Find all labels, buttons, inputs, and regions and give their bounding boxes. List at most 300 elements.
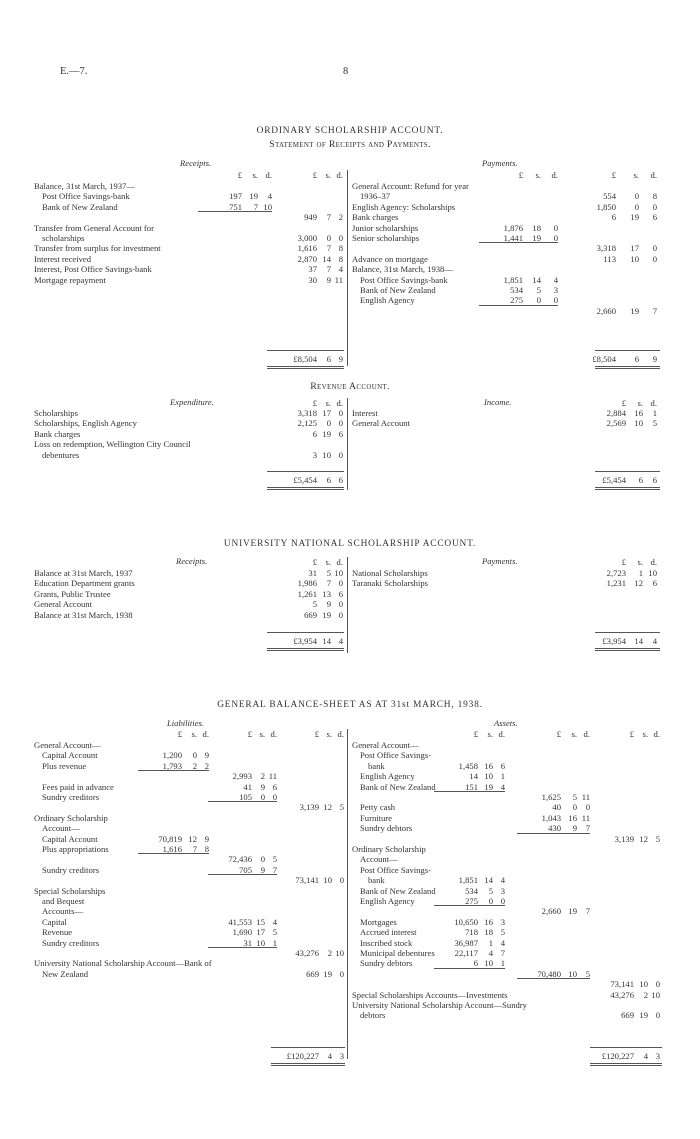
amount-a-pence: 6 bbox=[500, 760, 505, 771]
amount-c-shillings: 10 bbox=[323, 875, 332, 886]
amount-a-shillings: 4 bbox=[488, 948, 493, 958]
amount-a-pence: 3 bbox=[500, 885, 505, 896]
ledger-label: Special Scholarships Accounts—Investments bbox=[352, 989, 508, 1000]
ledger-label: Scholarships, English Agency bbox=[34, 418, 137, 429]
amount-b-shillings: 0 bbox=[260, 854, 265, 865]
amount-a-pounds: 10,650 bbox=[454, 916, 478, 927]
total-shillings: 6 bbox=[326, 354, 331, 364]
amount-b-pence: 0 bbox=[338, 418, 343, 429]
amount-c-shillings: 19 bbox=[323, 968, 332, 979]
subtotal-rule bbox=[208, 947, 277, 948]
amount-b-pounds: 430 bbox=[548, 823, 561, 834]
total-pounds: £3,954 bbox=[293, 636, 317, 646]
total-pounds: £5,454 bbox=[293, 475, 317, 485]
subtotal-rule bbox=[479, 242, 558, 243]
col-head-pounds: £ bbox=[473, 729, 478, 739]
total-shillings: 6 bbox=[326, 475, 331, 485]
total-rule-top bbox=[595, 471, 660, 472]
col-head-pounds: £ bbox=[312, 170, 317, 180]
ledger-label: Furniture bbox=[360, 812, 392, 823]
amount-a-pounds: 22,117 bbox=[454, 948, 478, 958]
amount-b-pounds: 669 bbox=[304, 609, 317, 620]
col-head-pounds: £ bbox=[518, 170, 523, 180]
total-pence: 3 bbox=[655, 1051, 660, 1061]
ledger-label: Junior scholarships bbox=[352, 222, 419, 233]
subtotal-rule bbox=[434, 905, 505, 906]
total-rule-top bbox=[271, 1047, 345, 1048]
amount-a-pounds: 751 bbox=[229, 201, 242, 212]
col-head-pence: d. bbox=[336, 398, 343, 408]
ledger-label: Municipal debentures bbox=[360, 948, 435, 958]
col-head-shillings: s. bbox=[325, 170, 331, 180]
amount-a-shillings: 14 bbox=[484, 875, 493, 886]
col-head-pounds: £ bbox=[629, 729, 634, 739]
amount-a-pounds: 70,819 bbox=[158, 833, 182, 844]
university-title: UNIVERSITY NATIONAL SCHOLARSHIP ACCOUNT. bbox=[223, 539, 477, 549]
amount-a-shillings: 19 bbox=[532, 233, 541, 243]
amount-b-pence: 8 bbox=[652, 191, 657, 202]
amount-a-pounds: 1,458 bbox=[458, 760, 478, 771]
balance-divider bbox=[347, 729, 348, 1059]
amount-b-pence: 0 bbox=[338, 408, 343, 418]
amount-a-pounds: 275 bbox=[465, 896, 478, 906]
amount-b-pounds: 1,616 bbox=[297, 243, 317, 254]
col-head-pounds: £ bbox=[621, 557, 626, 567]
amount-a-pence: 0 bbox=[553, 233, 558, 243]
amount-b-pence: 0 bbox=[338, 449, 343, 460]
ledger-label: Capital Account bbox=[42, 750, 98, 761]
ledger-label: Inscribed stock bbox=[360, 937, 413, 948]
total-shillings: 6 bbox=[634, 354, 639, 364]
amount-b-pence: 0 bbox=[338, 233, 343, 243]
col-head-pence: d. bbox=[650, 398, 657, 408]
amount-a-pounds: 718 bbox=[465, 927, 478, 938]
amount-a-pence: 9 bbox=[204, 750, 209, 761]
amount-a-pence: 0 bbox=[553, 222, 558, 233]
total-shillings: 4 bbox=[643, 1051, 648, 1061]
university-divider bbox=[347, 557, 348, 653]
amount-a-shillings: 2 bbox=[192, 760, 197, 771]
amount-b-pounds: 2,569 bbox=[606, 418, 626, 429]
amount-b-pence: 7 bbox=[585, 906, 590, 917]
total-rule-top bbox=[590, 1047, 662, 1048]
ledger-label: Mortgage repayment bbox=[34, 274, 106, 285]
col-head-pence: d. bbox=[498, 729, 505, 739]
balance-assets-heading: Assets. bbox=[494, 718, 518, 728]
ledger-label: Balance, 31st March, 1937— bbox=[34, 181, 135, 191]
amount-a-shillings: 10 bbox=[484, 771, 493, 782]
amount-a-shillings: 12 bbox=[188, 833, 197, 844]
amount-c-shillings: 19 bbox=[639, 1010, 648, 1021]
col-head-pence: d. bbox=[583, 729, 590, 739]
amount-c-pence: 10 bbox=[335, 948, 344, 958]
amount-b-pence: 0 bbox=[652, 243, 657, 254]
total-shillings: 6 bbox=[638, 475, 643, 485]
amount-b-shillings: 10 bbox=[630, 253, 639, 264]
amount-b-pence: 0 bbox=[652, 201, 657, 212]
amount-b-pence: 6 bbox=[652, 212, 657, 223]
amount-b-pence: 0 bbox=[338, 578, 343, 589]
page-number: 8 bbox=[343, 66, 349, 77]
ledger-label: debtors bbox=[360, 1010, 386, 1021]
col-head-shillings: s. bbox=[637, 557, 643, 567]
amount-b-shillings: 1 bbox=[638, 568, 643, 578]
amount-b-shillings: 0 bbox=[326, 233, 331, 243]
amount-b-pence: 0 bbox=[338, 609, 343, 620]
ledger-label: scholarships bbox=[42, 233, 85, 243]
total-rule-top bbox=[267, 471, 344, 472]
ledger-label: Revenue bbox=[42, 927, 73, 938]
amount-b-pence: 5 bbox=[652, 418, 657, 429]
ledger-label: Transfer from surplus for investment bbox=[34, 243, 161, 254]
ordinary-payments-heading: Payments. bbox=[482, 158, 518, 168]
amount-a-pounds: 534 bbox=[465, 885, 478, 896]
col-head-shillings: s. bbox=[633, 170, 639, 180]
amount-b-pence: 11 bbox=[268, 771, 277, 782]
amount-b-shillings: 9 bbox=[260, 781, 265, 792]
amount-b-pounds: 2,125 bbox=[297, 418, 317, 429]
amount-b-shillings: 15 bbox=[256, 916, 265, 927]
ledger-label: Post Office Savings-bank bbox=[42, 191, 130, 202]
amount-b-pounds: 1,043 bbox=[541, 812, 561, 823]
amount-b-shillings: 7 bbox=[326, 243, 331, 254]
ledger-label: English Agency bbox=[360, 295, 415, 306]
ledger-label: Sundry debtors bbox=[360, 958, 413, 969]
ledger-label: Education Department grants bbox=[34, 578, 135, 589]
amount-b-shillings: 10 bbox=[568, 968, 577, 979]
total-pounds: £3,954 bbox=[602, 636, 626, 646]
amount-a-shillings: 0 bbox=[192, 750, 197, 761]
revenue-divider bbox=[347, 398, 348, 490]
ledger-label: Ordinary Scholarship bbox=[34, 812, 108, 823]
ledger-label: Interest received bbox=[34, 253, 92, 264]
amount-c-pounds: 43,276 bbox=[295, 948, 319, 958]
amount-a-shillings: 16 bbox=[484, 916, 493, 927]
ledger-label: bank bbox=[368, 760, 385, 771]
amount-a-pounds: 1,876 bbox=[503, 222, 523, 233]
amount-a-pounds: 534 bbox=[510, 285, 523, 295]
col-head-pence: d. bbox=[265, 170, 272, 180]
ledger-label: Sundry creditors bbox=[42, 937, 100, 948]
amount-b-pounds: 1,986 bbox=[297, 578, 317, 589]
col-head-pounds: £ bbox=[621, 398, 626, 408]
amount-c-pence: 5 bbox=[655, 833, 660, 844]
ledger-label: Bank of New Zealand bbox=[360, 285, 436, 295]
total-rule-bottom bbox=[267, 487, 344, 490]
amount-b-shillings: 16 bbox=[568, 812, 577, 823]
col-head-shillings: s. bbox=[259, 729, 265, 739]
amount-b-pounds: 113 bbox=[603, 253, 616, 264]
amount-c-pence: 0 bbox=[339, 875, 344, 886]
ledger-label: Balance, 31st March, 1938— bbox=[352, 264, 453, 275]
amount-b-shillings: 7 bbox=[326, 578, 331, 589]
total-rule-bottom bbox=[271, 1063, 345, 1066]
amount-a-pence: 3 bbox=[553, 285, 558, 295]
ledger-label: Fees paid in advance bbox=[42, 781, 114, 792]
total-pounds: £120,227 bbox=[601, 1051, 634, 1061]
subtotal-rule bbox=[434, 968, 505, 969]
ledger-label: English Agency bbox=[360, 771, 415, 782]
amount-a-shillings: 5 bbox=[488, 885, 493, 896]
amount-a-pence: 1 bbox=[500, 771, 505, 782]
total-rule-bottom bbox=[590, 1063, 662, 1066]
col-head-shillings: s. bbox=[252, 170, 258, 180]
ledger-label: Bank charges bbox=[352, 212, 399, 223]
ledger-label: 1936–37 bbox=[360, 191, 391, 202]
ledger-label: General Account— bbox=[352, 740, 419, 750]
amount-b-shillings: 16 bbox=[634, 408, 643, 418]
amount-b-pounds: 2,660 bbox=[596, 305, 616, 316]
total-pounds: £8,504 bbox=[293, 354, 317, 364]
amount-b-shillings: 5 bbox=[326, 568, 331, 578]
amount-b-pounds: 2,993 bbox=[232, 771, 252, 782]
ledger-label: General Account: Refund for year bbox=[352, 181, 469, 191]
col-head-pounds: £ bbox=[312, 398, 317, 408]
amount-c-pence: 0 bbox=[655, 1010, 660, 1021]
total-rule-bottom bbox=[267, 648, 344, 651]
ledger-label: Bank of New Zealand bbox=[360, 781, 436, 792]
amount-b-pence: 2 bbox=[338, 212, 343, 223]
total-pounds: £5,454 bbox=[602, 475, 626, 485]
ledger-label: Account— bbox=[42, 823, 80, 834]
amount-c-pounds: 73,141 bbox=[610, 979, 634, 990]
amount-a-pence: 4 bbox=[500, 781, 505, 792]
ledger-label: General Account bbox=[34, 599, 92, 610]
amount-b-pounds: 41 bbox=[243, 781, 252, 792]
col-head-pence: d. bbox=[650, 557, 657, 567]
col-head-pence: d. bbox=[336, 170, 343, 180]
amount-b-shillings: 10 bbox=[322, 449, 331, 460]
amount-a-pounds: 1,851 bbox=[503, 274, 523, 285]
amount-b-shillings: 12 bbox=[634, 578, 643, 589]
amount-a-pounds: 275 bbox=[510, 295, 523, 306]
amount-a-pounds: 1,441 bbox=[503, 233, 523, 243]
amount-b-pence: 8 bbox=[338, 253, 343, 264]
amount-b-pence: 4 bbox=[272, 916, 277, 927]
amount-b-shillings: 17 bbox=[322, 408, 331, 418]
amount-a-shillings: 7 bbox=[192, 844, 197, 854]
amount-b-pence: 0 bbox=[585, 802, 590, 813]
amount-b-pounds: 1,625 bbox=[541, 792, 561, 802]
total-rule-bottom bbox=[595, 366, 660, 369]
col-head-shillings: s. bbox=[487, 729, 493, 739]
amount-a-pence: 2 bbox=[204, 760, 209, 771]
amount-b-pence: 1 bbox=[652, 408, 657, 418]
total-rule-top bbox=[267, 632, 344, 633]
total-rule-bottom bbox=[267, 366, 344, 369]
amount-a-shillings: 10 bbox=[484, 958, 493, 969]
ledger-label: Account— bbox=[360, 854, 398, 865]
total-pounds: £120,227 bbox=[286, 1051, 319, 1061]
ledger-label: General Account— bbox=[34, 740, 101, 750]
total-rule-top bbox=[267, 350, 344, 351]
col-head-pence: d. bbox=[336, 557, 343, 567]
amount-b-pounds: 105 bbox=[239, 792, 252, 802]
total-shillings: 14 bbox=[634, 636, 643, 646]
amount-b-shillings: 0 bbox=[260, 792, 265, 802]
amount-b-pounds: 2,723 bbox=[606, 568, 626, 578]
total-shillings: 14 bbox=[322, 636, 331, 646]
subtotal-rule bbox=[138, 853, 209, 854]
ordinary-divider bbox=[347, 170, 348, 366]
amount-b-shillings: 0 bbox=[572, 802, 577, 813]
ledger-label: Post Office Savings- bbox=[360, 750, 431, 761]
amount-a-pounds: 14 bbox=[469, 771, 478, 782]
amount-b-pounds: 37 bbox=[308, 264, 317, 275]
amount-a-pounds: 6 bbox=[473, 958, 478, 969]
subtotal-rule bbox=[208, 801, 277, 802]
amount-b-pounds: 3,318 bbox=[596, 243, 616, 254]
ledger-label: General Account bbox=[352, 418, 410, 429]
amount-a-shillings: 0 bbox=[488, 896, 493, 906]
total-rule-bottom bbox=[595, 487, 660, 490]
amount-b-shillings: 7 bbox=[326, 212, 331, 223]
amount-a-shillings: 14 bbox=[532, 274, 541, 285]
amount-a-pence: 7 bbox=[500, 948, 505, 958]
ledger-label: Plus revenue bbox=[42, 760, 87, 771]
amount-b-pounds: 1,850 bbox=[596, 201, 616, 212]
amount-b-pounds: 1,690 bbox=[232, 927, 252, 938]
amount-b-pounds: 3 bbox=[312, 449, 317, 460]
amount-a-pence: 3 bbox=[500, 916, 505, 927]
amount-b-pence: 10 bbox=[648, 568, 657, 578]
col-head-pence: d. bbox=[337, 729, 344, 739]
amount-b-shillings: 9 bbox=[326, 274, 331, 285]
amount-a-pence: 4 bbox=[500, 875, 505, 886]
amount-c-pence: 0 bbox=[339, 968, 344, 979]
amount-b-pounds: 6 bbox=[312, 428, 317, 439]
amount-b-pounds: 40 bbox=[552, 802, 561, 813]
amount-b-shillings: 14 bbox=[322, 253, 331, 264]
amount-b-pounds: 3,000 bbox=[297, 233, 317, 243]
col-head-shillings: s. bbox=[535, 170, 541, 180]
col-head-pounds: £ bbox=[611, 170, 616, 180]
ledger-label: Special Scholarships bbox=[34, 885, 106, 896]
amount-b-pounds: 6 bbox=[611, 212, 616, 223]
balance-liabilities-heading: Liabilities. bbox=[167, 718, 205, 728]
amount-b-pence: 10 bbox=[334, 568, 343, 578]
amount-b-shillings: 19 bbox=[322, 428, 331, 439]
amount-b-shillings: 2 bbox=[260, 771, 265, 782]
amount-b-pence: 6 bbox=[652, 578, 657, 589]
col-head-pence: d. bbox=[650, 170, 657, 180]
ledger-label: Balance at 31st March, 1938 bbox=[34, 609, 133, 620]
subtotal-rule bbox=[208, 874, 277, 875]
total-pence: 4 bbox=[338, 636, 343, 646]
amount-b-shillings: 0 bbox=[326, 418, 331, 429]
total-pence: 6 bbox=[652, 475, 657, 485]
ledger-label: English Agency bbox=[360, 896, 415, 906]
amount-b-shillings: 9 bbox=[572, 823, 577, 834]
ledger-label: University National Scholarship Account—Sundry bbox=[352, 1000, 527, 1010]
amount-a-shillings: 18 bbox=[484, 927, 493, 938]
subtotal-rule bbox=[517, 833, 590, 834]
amount-a-pence: 4 bbox=[267, 191, 272, 202]
amount-b-pence: 7 bbox=[652, 305, 657, 316]
amount-b-pence: 11 bbox=[334, 274, 343, 285]
amount-a-shillings: 5 bbox=[536, 285, 541, 295]
amount-a-pounds: 197 bbox=[229, 191, 242, 202]
ledger-label: Sundry creditors bbox=[42, 792, 100, 802]
col-head-shillings: s. bbox=[325, 398, 331, 408]
amount-a-shillings: 16 bbox=[484, 760, 493, 771]
amount-b-shillings: 10 bbox=[256, 937, 265, 948]
amount-b-pounds: 2,660 bbox=[541, 906, 561, 917]
amount-b-shillings: 19 bbox=[630, 212, 639, 223]
ledger-label: Senior scholarships bbox=[352, 233, 420, 243]
amount-a-pence: 5 bbox=[500, 927, 505, 938]
total-pence: 6 bbox=[338, 475, 343, 485]
amount-b-pounds: 3,318 bbox=[297, 408, 317, 418]
amount-a-pounds: 1,616 bbox=[162, 844, 182, 854]
amount-a-pounds: 1,851 bbox=[458, 875, 478, 886]
amount-c-pence: 0 bbox=[655, 979, 660, 990]
amount-b-pounds: 70,480 bbox=[537, 968, 561, 979]
amount-a-shillings: 19 bbox=[249, 191, 258, 202]
amount-c-shillings: 2 bbox=[327, 948, 332, 958]
ledger-label: debentures bbox=[42, 449, 80, 460]
amount-b-pence: 7 bbox=[272, 864, 277, 875]
amount-c-shillings: 12 bbox=[639, 833, 648, 844]
amount-b-shillings: 19 bbox=[568, 906, 577, 917]
ledger-label: Petty cash bbox=[360, 802, 396, 813]
amount-b-pence: 7 bbox=[585, 823, 590, 834]
amount-a-shillings: 0 bbox=[536, 295, 541, 306]
col-head-pounds: £ bbox=[312, 557, 317, 567]
total-pence: 4 bbox=[652, 636, 657, 646]
ledger-label: New Zealand bbox=[42, 968, 89, 979]
col-head-shillings: s. bbox=[637, 398, 643, 408]
ledger-label: Accounts— bbox=[42, 906, 84, 917]
total-rule-top bbox=[595, 350, 660, 351]
col-head-pence: d. bbox=[653, 729, 660, 739]
ledger-label: Sundry creditors bbox=[42, 864, 100, 875]
amount-b-pence: 11 bbox=[581, 812, 590, 823]
amount-b-pence: 0 bbox=[338, 599, 343, 610]
amount-b-pounds: 1,231 bbox=[606, 578, 626, 589]
amount-c-pounds: 73,141 bbox=[295, 875, 319, 886]
amount-b-pounds: 554 bbox=[603, 191, 616, 202]
subtotal-rule bbox=[479, 305, 558, 306]
amount-a-pounds: 1,793 bbox=[162, 760, 182, 771]
amount-a-pence: 9 bbox=[204, 833, 209, 844]
amount-b-pence: 6 bbox=[272, 781, 277, 792]
ledger-label: Accrued interest bbox=[360, 927, 417, 938]
col-head-pence: d. bbox=[551, 170, 558, 180]
amount-b-shillings: 9 bbox=[326, 599, 331, 610]
amount-b-pence: 5 bbox=[272, 927, 277, 938]
university-payments-heading: Payments. bbox=[482, 556, 518, 566]
amount-a-pounds: 151 bbox=[465, 781, 478, 792]
amount-b-pounds: 2,884 bbox=[606, 408, 626, 418]
amount-c-pence: 10 bbox=[651, 989, 660, 1000]
amount-b-shillings: 17 bbox=[256, 927, 265, 938]
amount-a-shillings: 1 bbox=[488, 937, 493, 948]
ledger-label: Loss on redemption, Wellington City Council bbox=[34, 439, 191, 450]
amount-b-pence: 1 bbox=[272, 937, 277, 948]
amount-b-pence: 5 bbox=[585, 968, 590, 979]
total-rule-bottom bbox=[595, 648, 660, 651]
total-shillings: 4 bbox=[327, 1051, 332, 1061]
amount-b-pence: 8 bbox=[338, 243, 343, 254]
ledger-label: Mortgages bbox=[360, 916, 397, 927]
amount-a-pence: 0 bbox=[500, 896, 505, 906]
amount-b-shillings: 10 bbox=[634, 418, 643, 429]
ledger-label: University National Scholarship Account—Bank of bbox=[34, 958, 212, 969]
ledger-label: Capital bbox=[42, 916, 67, 927]
amount-b-pounds: 30 bbox=[308, 274, 317, 285]
amount-b-shillings: 0 bbox=[634, 191, 639, 202]
